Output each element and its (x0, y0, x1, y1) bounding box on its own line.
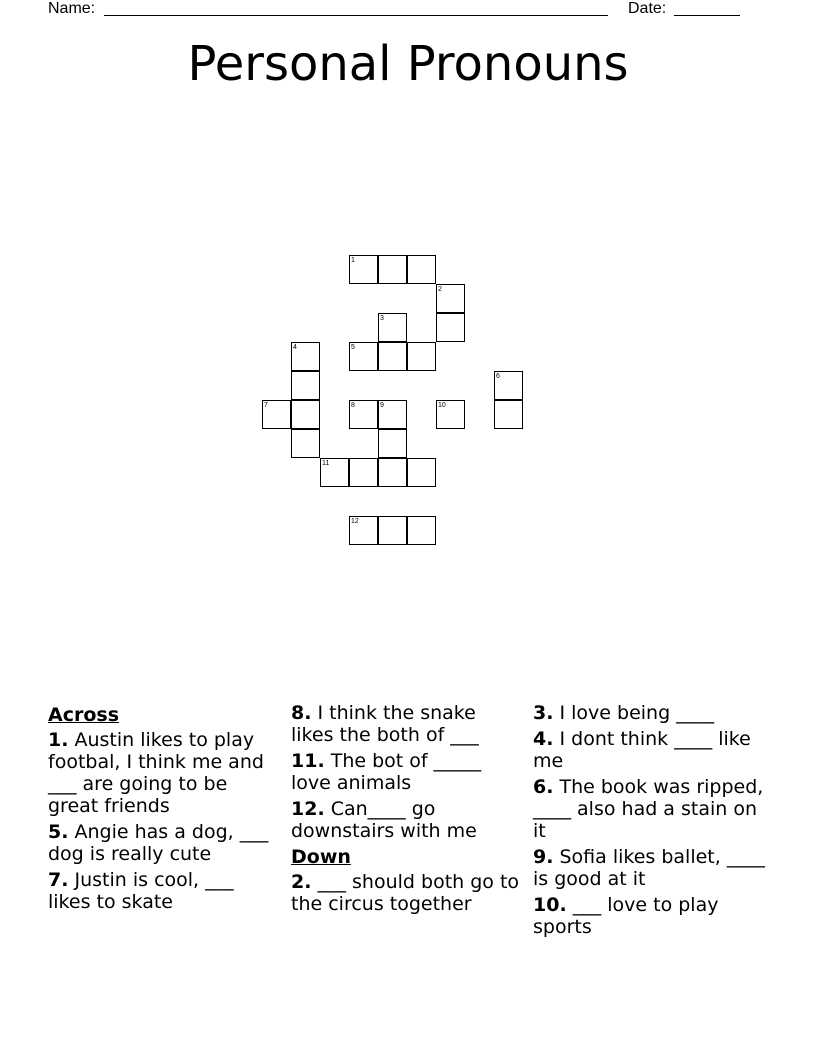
crossword-cell[interactable] (291, 371, 320, 400)
clues-column-3 (533, 702, 773, 942)
crossword-cell[interactable] (378, 313, 407, 342)
clue-number: 11. (291, 750, 325, 772)
page-title: Personal Pronouns (187, 36, 629, 92)
cell-number: 7 (264, 402, 268, 409)
clue-number: 12. (291, 798, 325, 820)
clue-text: The book was ripped, ____ also had a stain on it (533, 776, 764, 842)
clue-text: Can____ go downstairs with me (291, 798, 477, 842)
clue-number: 1. (48, 729, 69, 751)
clue-across-12 (291, 798, 521, 842)
crossword-cell[interactable] (378, 429, 407, 458)
crossword-cell[interactable] (262, 400, 291, 429)
crossword-cell[interactable] (407, 516, 436, 545)
crossword-cell[interactable] (349, 342, 378, 371)
clues-column-2 (291, 702, 521, 919)
clue-number: 2. (291, 871, 312, 893)
clue-text: Angie has a dog, ___ dog is really cute (48, 821, 269, 865)
crossword-cell[interactable] (320, 458, 349, 487)
clue-text: Justin is cool, ___ likes to skate (48, 869, 234, 913)
crossword-cell[interactable] (436, 284, 465, 313)
clue-text: Austin likes to play footbal, I think me and ___ are going to be great friends (48, 729, 264, 817)
date-label: Date: (628, 0, 667, 17)
clue-text: I dont think ____ like me (533, 728, 751, 772)
cell-number: 12 (351, 518, 359, 525)
clue-across-11 (291, 750, 521, 794)
clue-number: 6. (533, 776, 554, 798)
clues-column-1 (48, 702, 278, 917)
clue-down-10 (533, 894, 773, 938)
crossword-cell[interactable] (494, 371, 523, 400)
clue-number: 8. (291, 702, 312, 724)
crossword-cell[interactable] (291, 429, 320, 458)
cell-number: 4 (293, 344, 297, 351)
clue-number: 5. (48, 821, 69, 843)
crossword-cell[interactable] (349, 516, 378, 545)
crossword-cell[interactable] (378, 400, 407, 429)
cell-number: 6 (496, 373, 500, 380)
crossword-cell[interactable] (378, 255, 407, 284)
crossword-cell[interactable] (436, 400, 465, 429)
crossword-cell[interactable] (378, 342, 407, 371)
clue-across-1 (48, 729, 278, 817)
crossword-cell[interactable] (378, 458, 407, 487)
clue-down-9 (533, 846, 773, 890)
clue-number: 7. (48, 869, 69, 891)
clue-across-5 (48, 821, 278, 865)
clue-text: I love being ____ (553, 702, 715, 724)
clue-text: The bot of _____ love animals (291, 750, 482, 794)
cell-number: 11 (322, 460, 330, 467)
clue-text: Sofia likes ballet, ____ is good at it (533, 846, 765, 890)
cell-number: 9 (380, 402, 384, 409)
crossword-cell[interactable] (436, 313, 465, 342)
crossword-cell[interactable] (349, 458, 378, 487)
clue-down-4 (533, 728, 773, 772)
clue-across-8 (291, 702, 521, 746)
crossword-cell[interactable] (378, 516, 407, 545)
crossword-cell[interactable] (291, 342, 320, 371)
crossword-cell[interactable] (407, 458, 436, 487)
down-heading: Down (291, 846, 351, 868)
across-heading: Across (48, 704, 120, 726)
cell-number: 1 (351, 257, 355, 264)
clue-down-3 (533, 702, 773, 724)
crossword-cell[interactable] (407, 342, 436, 371)
clue-number: 3. (533, 702, 554, 724)
crossword-cell[interactable] (407, 255, 436, 284)
name-label: Name: (48, 0, 96, 17)
crossword-cell[interactable] (349, 400, 378, 429)
crossword-cell[interactable] (291, 400, 320, 429)
cell-number: 2 (438, 286, 442, 293)
clue-number: 10. (533, 894, 567, 916)
cell-number: 5 (351, 344, 355, 351)
clue-down-6 (533, 776, 773, 842)
cell-number: 3 (380, 315, 384, 322)
clue-across-7 (48, 869, 278, 913)
clue-text: ___ love to play sports (533, 894, 719, 938)
clue-down-2 (291, 871, 521, 915)
crossword-cell[interactable] (349, 255, 378, 284)
clue-number: 4. (533, 728, 554, 750)
cell-number: 10 (438, 402, 446, 409)
clue-number: 9. (533, 846, 554, 868)
crossword-cell[interactable] (494, 400, 523, 429)
clue-text: ___ should both go to the circus together (291, 871, 520, 915)
cell-number: 8 (351, 402, 355, 409)
clue-text: I think the snake likes the both of ___ (291, 702, 479, 746)
